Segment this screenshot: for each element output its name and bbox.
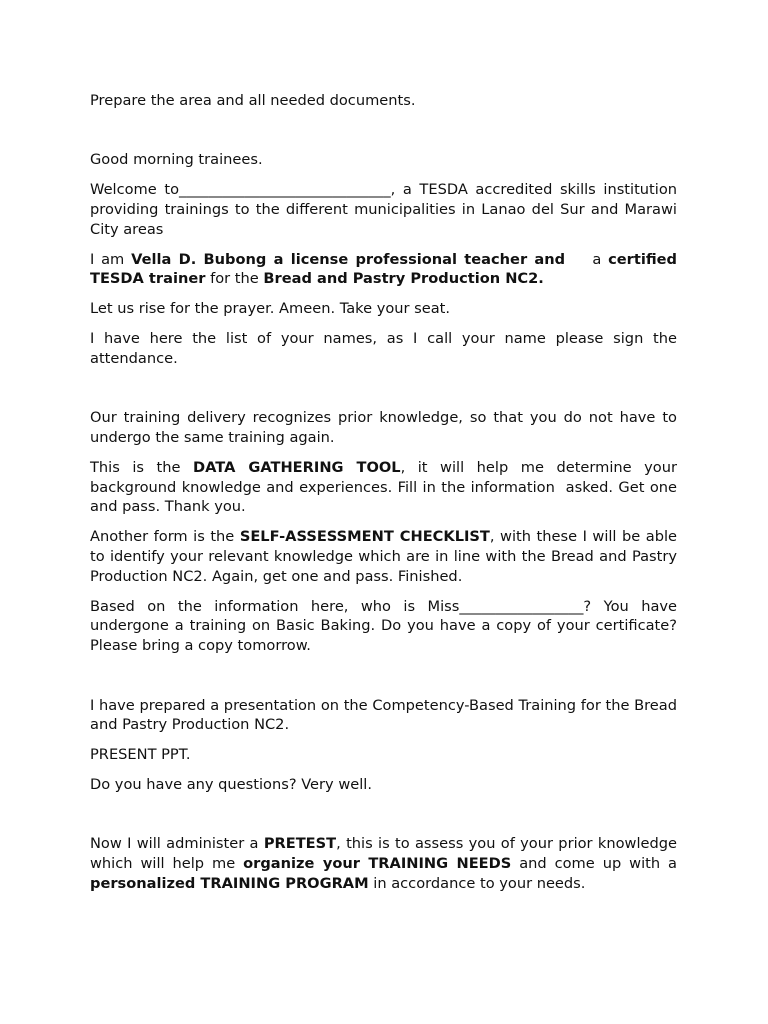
pretest-bold: PRETEST bbox=[263, 835, 337, 853]
intro-text-2: a bbox=[565, 250, 609, 268]
data-gathering-text-2: , it will help me determine your background knowledge and experiences. Fill in the information asked. Get one and pass. Thank you. bbox=[90, 458, 682, 516]
paragraph-presentation: I have prepared a presentation on the Competency-Based Training for the Bread and Pastry Production NC2. bbox=[90, 696, 677, 734]
pretest-text-2: , this is to assess you of your prior knowledge which will help me bbox=[90, 835, 677, 873]
document-page bbox=[90, 91, 682, 904]
self-assessment-checklist-bold: SELF-ASSESSMENT CHECKLIST bbox=[239, 528, 490, 546]
self-assessment-text-1: Another form is the bbox=[90, 528, 240, 546]
pretest-text-3: and come up with a bbox=[511, 855, 678, 873]
paragraph-prayer: Let us rise for the prayer. Ameen. Take your seat. bbox=[90, 300, 451, 318]
paragraph-greeting: Good morning trainees. bbox=[90, 151, 263, 169]
pretest-text-4: in accordance to your needs. bbox=[368, 874, 586, 892]
certified-trainer-bold: certified TESDA trainer bbox=[90, 250, 677, 288]
pretest-text-1: Now I will administer a bbox=[90, 835, 264, 853]
intro-text-1: I am bbox=[90, 250, 132, 268]
paragraph-data-gathering bbox=[90, 458, 682, 517]
data-gathering-tool-bold: DATA GATHERING TOOL bbox=[193, 458, 401, 476]
data-gathering-text-1: This is the bbox=[90, 458, 194, 476]
paragraph-attendance: I have here the list of your names, as I call your name please sign the attendance. bbox=[90, 329, 677, 367]
qualification-bold: Bread and Pastry Production NC2. bbox=[263, 270, 544, 288]
self-assessment-text-2: , with these I will be able to identify your relevant knowledge which are in line with the Bread and Pastry Production NC2. Again, get one and pass. Finished. bbox=[90, 528, 677, 585]
training-program-bold: personalized TRAINING PROGRAM bbox=[90, 874, 369, 892]
intro-text-3: for the bbox=[205, 270, 264, 288]
paragraph-basic-baking: Based on the information here, who is Miss_________________? You have undergone a training on Basic Baking. Do you have a copy of your certificate? Please bring a copy tomorrow. bbox=[90, 597, 677, 655]
paragraph-pretest bbox=[90, 834, 677, 893]
training-needs-bold: organize your TRAINING NEEDS bbox=[243, 855, 512, 873]
paragraph-present-ppt: PRESENT PPT. bbox=[90, 746, 191, 764]
paragraph-self-assessment bbox=[90, 527, 677, 586]
trainer-name-bold: Vella D. Bubong a license professional teacher and bbox=[131, 250, 566, 268]
paragraph-questions: Do you have any questions? Very well. bbox=[90, 775, 372, 793]
paragraph-prepare-area: Prepare the area and all needed documents. bbox=[90, 92, 416, 109]
paragraph-prior-knowledge: Our training delivery recognizes prior knowledge, so that you do not have to undergo the same training again. bbox=[90, 409, 677, 446]
paragraph-introduction bbox=[90, 250, 677, 290]
paragraph-welcome: Welcome to_____________________________, a TESDA accredited skills institution providing trainings to the different municipalities in Lanao del Sur and Marawi City areas bbox=[90, 181, 677, 238]
